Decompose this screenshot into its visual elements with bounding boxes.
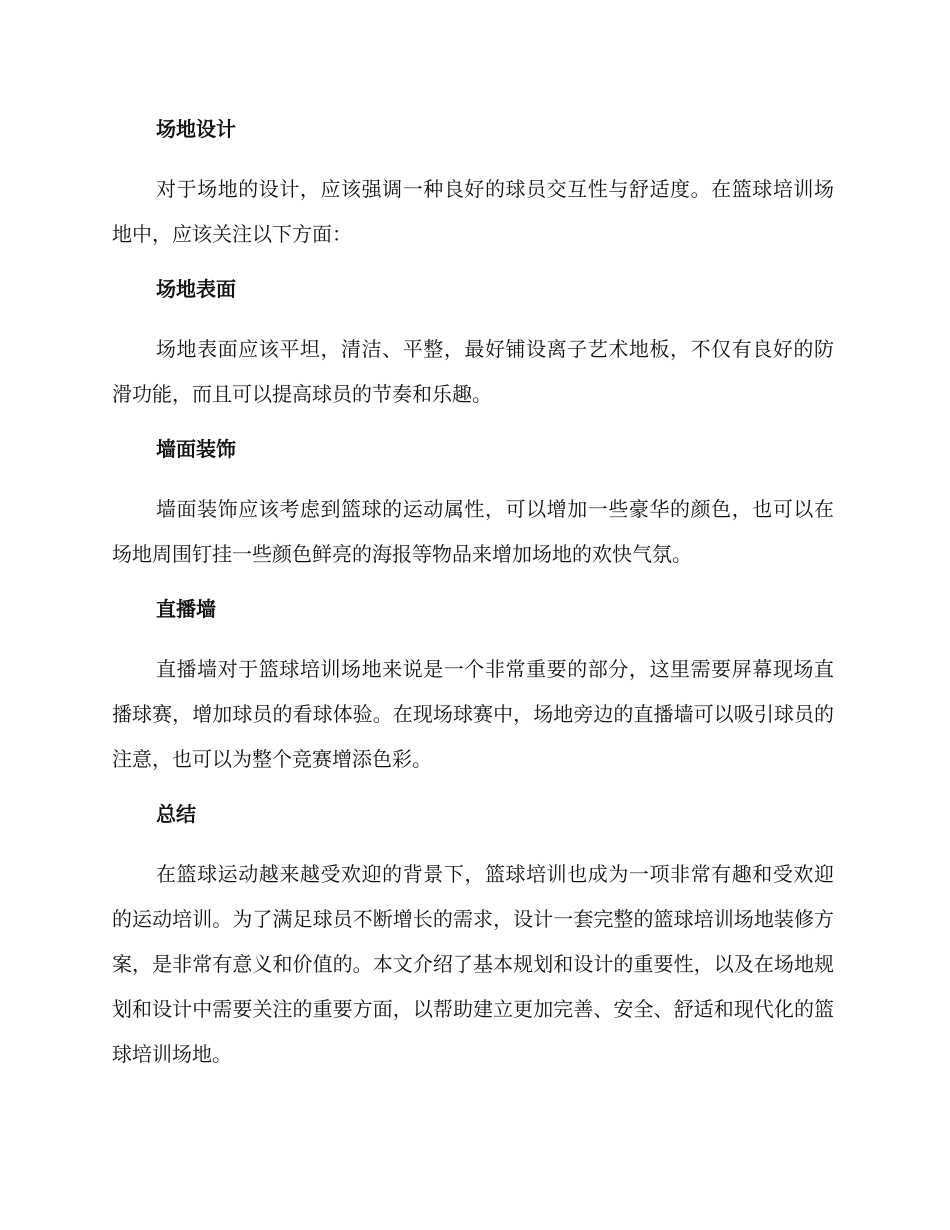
section-heading: 墙面装饰 bbox=[156, 437, 236, 461]
section-heading: 直播墙 bbox=[156, 597, 216, 621]
document-content bbox=[112, 112, 834, 1077]
section-paragraph: 在篮球运动越来越受欢迎的背景下，篮球培训也成为一项非常有趣和受欢迎的运动培训。为了满足球员不断增长的需求，设计一套完整的篮球培训场地装修方案，是非常有意义和价值的。本文介绍了基本规划和设计的重要性，以及在场地规划和设计中需要关注的重要方面，以帮助建立更加完善、安全、舒适和现代化的篮球培训场地。 bbox=[112, 862, 834, 1066]
section-live-wall bbox=[112, 592, 834, 797]
section-heading: 场地表面 bbox=[156, 277, 236, 301]
section-paragraph: 场地表面应该平坦，清洁、平整，最好铺设离子艺术地板，不仅有良好的防滑功能，而且可以提高球员的节奏和乐趣。 bbox=[112, 337, 834, 406]
section-paragraph: 墙面装饰应该考虑到篮球的运动属性，可以增加一些豪华的颜色，也可以在场地周围钉挂一些颜色鲜亮的海报等物品来增加场地的欢快气氛。 bbox=[112, 497, 834, 566]
section-heading: 总结 bbox=[156, 802, 196, 826]
section-heading: 场地设计 bbox=[156, 117, 236, 141]
section-venue-design bbox=[112, 112, 834, 272]
section-summary bbox=[112, 797, 834, 1077]
section-paragraph: 对于场地的设计，应该强调一种良好的球员交互性与舒适度。在篮球培训场地中，应该关注以下方面： bbox=[112, 177, 834, 246]
section-wall-decoration bbox=[112, 432, 834, 592]
section-paragraph: 直播墙对于篮球培训场地来说是一个非常重要的部分，这里需要屏幕现场直播球赛，增加球员的看球体验。在现场球赛中，场地旁边的直播墙可以吸引球员的注意，也可以为整个竞赛增添色彩。 bbox=[112, 657, 834, 771]
section-floor-surface bbox=[112, 272, 834, 432]
